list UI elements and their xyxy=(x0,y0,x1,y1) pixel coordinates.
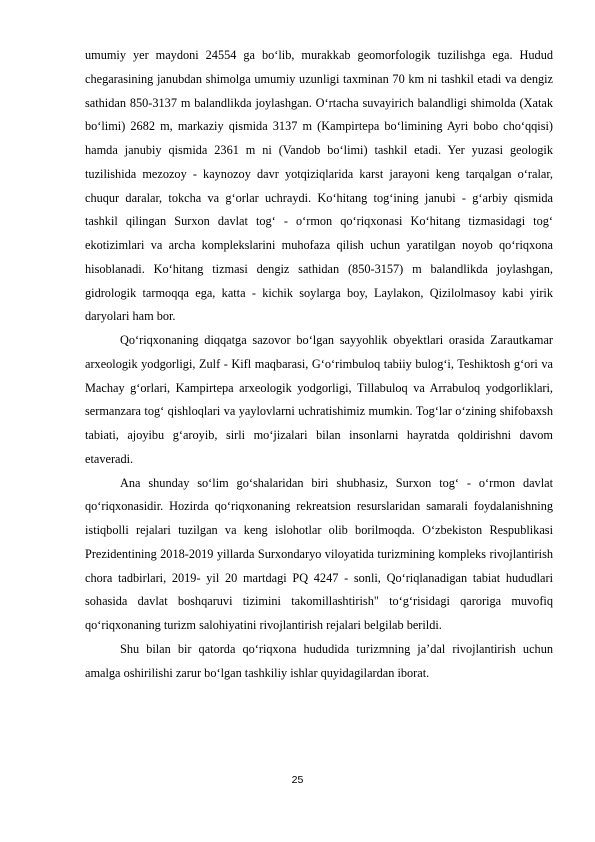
body-text xyxy=(85,44,553,685)
paragraph-2: Qoʻriqxonaning diqqatga sazovor boʻlgan sayyohlik obyektlari orasida Zarautkamar arxeologik yodgorligi, Zulf - Kifl maqbarasi, Gʻoʻrimbuloq tabiiy bulogʻi, Teshiktosh gʻori va Machay gʻorlari, Kampirtepa arxeologik yodgorligi, Tillabuloq va Arrabuloq yodgorliklari, sermanzara togʻ qishloqlari va yaylovlarni uchratishimiz mumkin. Togʻlar oʻzining shifobaxsh tabiati, ajoyibu gʻaroyib, sirli moʻjizalari bilan insonlarni hayratda qoldirishni davom etaveradi. xyxy=(85,333,553,466)
paragraph-1: umumiy yer maydoni 24554 ga boʻlib, murakkab geomorfologik tuzilishga ega. Hudud chegarasining janubdan shimolga umumiy uzunligi taxminan 70 km ni tashkil etadi va dengiz sathidan 850-3137 m balandlikda joylashgan. Oʻrtacha suvayirich balandligi shimolda (Xatak boʻlimi) 2682 m, markaziy qismida 3137 m (Kampirtepa boʻlimining Ayri bobo choʻqqisi) hamda janubiy qismida 2361 m ni (Vandob boʻlimi) tashkil etadi. Yer yuzasi geologik tuzilishida mezozoy - kaynozoy davr yotqiziqlarida karst jarayoni keng tarqalgan oʻralar, chuqur daralar, tokcha va gʻorlar uchraydi. Koʻhitang togʻining janubi - gʻarbiy qismida tashkil qilingan Surxon davlat togʻ - oʻrmon qoʻriqxonasi Koʻhitang tizmasidagi togʻ ekotizimlari va archa komplekslarini muhofaza qilish uchun yaratilgan noyob qoʻriqxona hisoblanadi. Koʻhitang tizmasi dengiz sathidan (850-3157) m balandlikda joylashgan, gidrologik tarmoqqa ega, katta - kichik soylarga boy, Laylakon, Qizilolmasoy kabi yirik daryolari ham bor. xyxy=(85,48,553,324)
paragraph-3: Ana shunday soʻlim goʻshalaridan biri shubhasiz, Surxon togʻ - oʻrmon davlat qoʻriqxonasidir. Hozirda qoʻriqxonaning rekreatsion resurslaridan samarali foydalanishning istiqbolli rejalari tuzilgan va keng islohotlar olib borilmoqda. Oʻzbekiston Respublikasi Prezidentining 2018-2019 yillarda Surxondaryo viloyatida turizmining kompleks rivojlantirish chora tadbirlari, 2019- yil 20 martdagi PQ 4247 - sonli, Qoʻriqlanadigan tabiat hududlari sohasida davlat boshqaruvi tizimini takomillashtirish" toʻgʻrisidagi qaroriga muvofiq qoʻriqxonaning turizm salohiyatini rivojlantirish rejalari belgilab berildi. xyxy=(85,475,553,632)
page-number: 25 xyxy=(291,774,304,786)
paragraph-4: Shu bilan bir qatorda qoʻriqxona hududida turizmning jaʼdal rivojlantirish uchun amalga oshirilishi zarur boʻlgan tashkiliy ishlar quyidagilardan iborat. xyxy=(85,641,553,680)
